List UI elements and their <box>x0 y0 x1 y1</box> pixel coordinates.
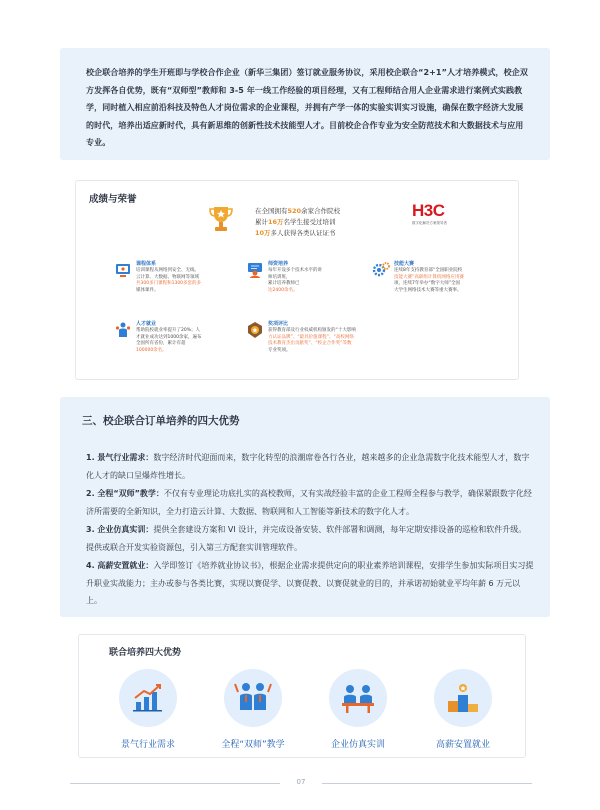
footer-divider-left <box>70 783 280 784</box>
honors-title: 成绩与荣誉 <box>89 194 137 205</box>
honors-panel: 成绩与荣誉 在全国拥有520余家合作院校 累计16万名学生接受过培训 10万多人获得各类认证证书 H3C 数字化解决方案领导者 课程体系 培训课程从网络到安全、无线、 云计算、大数据、物联网等领域 共300多门课程和1300多套的多 媒体课件。 师资培养 每年开设多个技术水平的讲 师培训班， 累计培养教师已 达2400余名。 技能大赛 连续8年支持教育部“全国职业院校 技能大赛”高职组计算机网络应用赛 项，连续7年举办“数字大师”全国 大学生网络技术大赛等重大赛事。 人才就业 帮助院校就业率提升了20%；人 才就业成功达到1000余家，遍布 全国所有省份，累计有超 100000余名。 奖项评比 获得教育部及行业权威机构颁发的“十大影响 力认证品牌”、“最具价值课程”、“高校网络 技术教育杰出贡献奖”、“校企合作奖”等数 专业奖项。 <box>75 180 519 380</box>
advantages-heading: 三、校企联合订单培养的四大优势 <box>82 415 240 427</box>
joint-advantages-panel <box>78 634 526 758</box>
joint-advantages-title: 联合培养四大优势 <box>109 648 182 658</box>
h3c-logo: H3C 数字化解决方案领导者 <box>412 201 447 225</box>
course-icon <box>114 261 132 279</box>
teachers-icon <box>224 669 282 727</box>
medal-icon <box>246 321 264 339</box>
advantage-item-2: 2. 全程“双师”教学：不仅有专业理论功底扎实的高校教师，又有实战经验丰富的企业工程师全程参与教学，确保紧跟数字化经济所需要的全新知识，全力打造云计算、大数据、物联网和人工智能等新技术的数字化人才。 <box>86 489 532 516</box>
advantage-item-3: 3. 企业仿真实训：提供全套建设方案和 VI 设计，并完成设备安装、软件部署和调测，每年定期安排设备的巡检和软件升级。提供或联合开发实验资源包，引入第三方配套实训管理软件。 <box>86 525 527 552</box>
page-number: 07 <box>296 778 306 786</box>
training-desk-icon <box>329 669 387 727</box>
gear-icon <box>372 261 390 279</box>
intro-panel <box>60 48 550 160</box>
joint-adv-label-2: 全程“双师”教学 <box>221 740 285 750</box>
footer-divider-right <box>322 783 532 784</box>
advantage-item-1: 1. 景气行业需求：数字经济时代迎面而来，数字化转型的浪潮席卷各行各业，越来越多的企业急需数字化技术能型人才，数字化人才的缺口呈爆炸性增长。 <box>86 453 530 480</box>
teacher-icon <box>246 261 264 279</box>
trophy-icon <box>208 205 234 233</box>
intro-paragraph: 校企联合培养的学生开班即与学校合作企业（新华三集团）签订就业服务协议，采用校企联合“2+1”人才培养模式，校企双方发挥各自优势，既有“双师型”教师和 3-5 年一线工作经验的项目经理，又有工程师结合用人企业需求进行案例式实践教学，同时植入相应前沿科技及特色人才岗位需求的企业课程，并拥有产学一体的实验实训实习设施，确保在数字经济大发展的时代，培养出适应新时代，具有新思维的创新性技术技能型人才。目前校企合作专业为安全防范技术和大数据技术与应用专业。 <box>86 68 528 147</box>
advantages-panel <box>60 397 550 617</box>
advantage-item-4: 4. 高薪安置就业：入学即签订《培养就业协议书》，根据企业需求提供定向的职业素养培训课程，安排学生参加实际项目实习提升职业实战能力；主办或参与各类比赛，实现以赛促学、以赛促教、以赛促就业的目的，并承诺初始就业平均年薪 6 万元以上。 <box>86 561 534 605</box>
people-icon <box>114 321 132 339</box>
honors-stats: 在全国拥有520余家合作院校 累计16万名学生接受过培训 10万多人获得各类认证证书 <box>255 207 341 237</box>
joint-adv-label-1: 景气行业需求 <box>120 740 175 750</box>
joint-adv-label-4: 高薪安置就业 <box>435 740 490 750</box>
growth-chart-icon <box>119 669 177 727</box>
podium-icon <box>434 669 492 727</box>
joint-adv-label-3: 企业仿真实训 <box>330 740 385 750</box>
